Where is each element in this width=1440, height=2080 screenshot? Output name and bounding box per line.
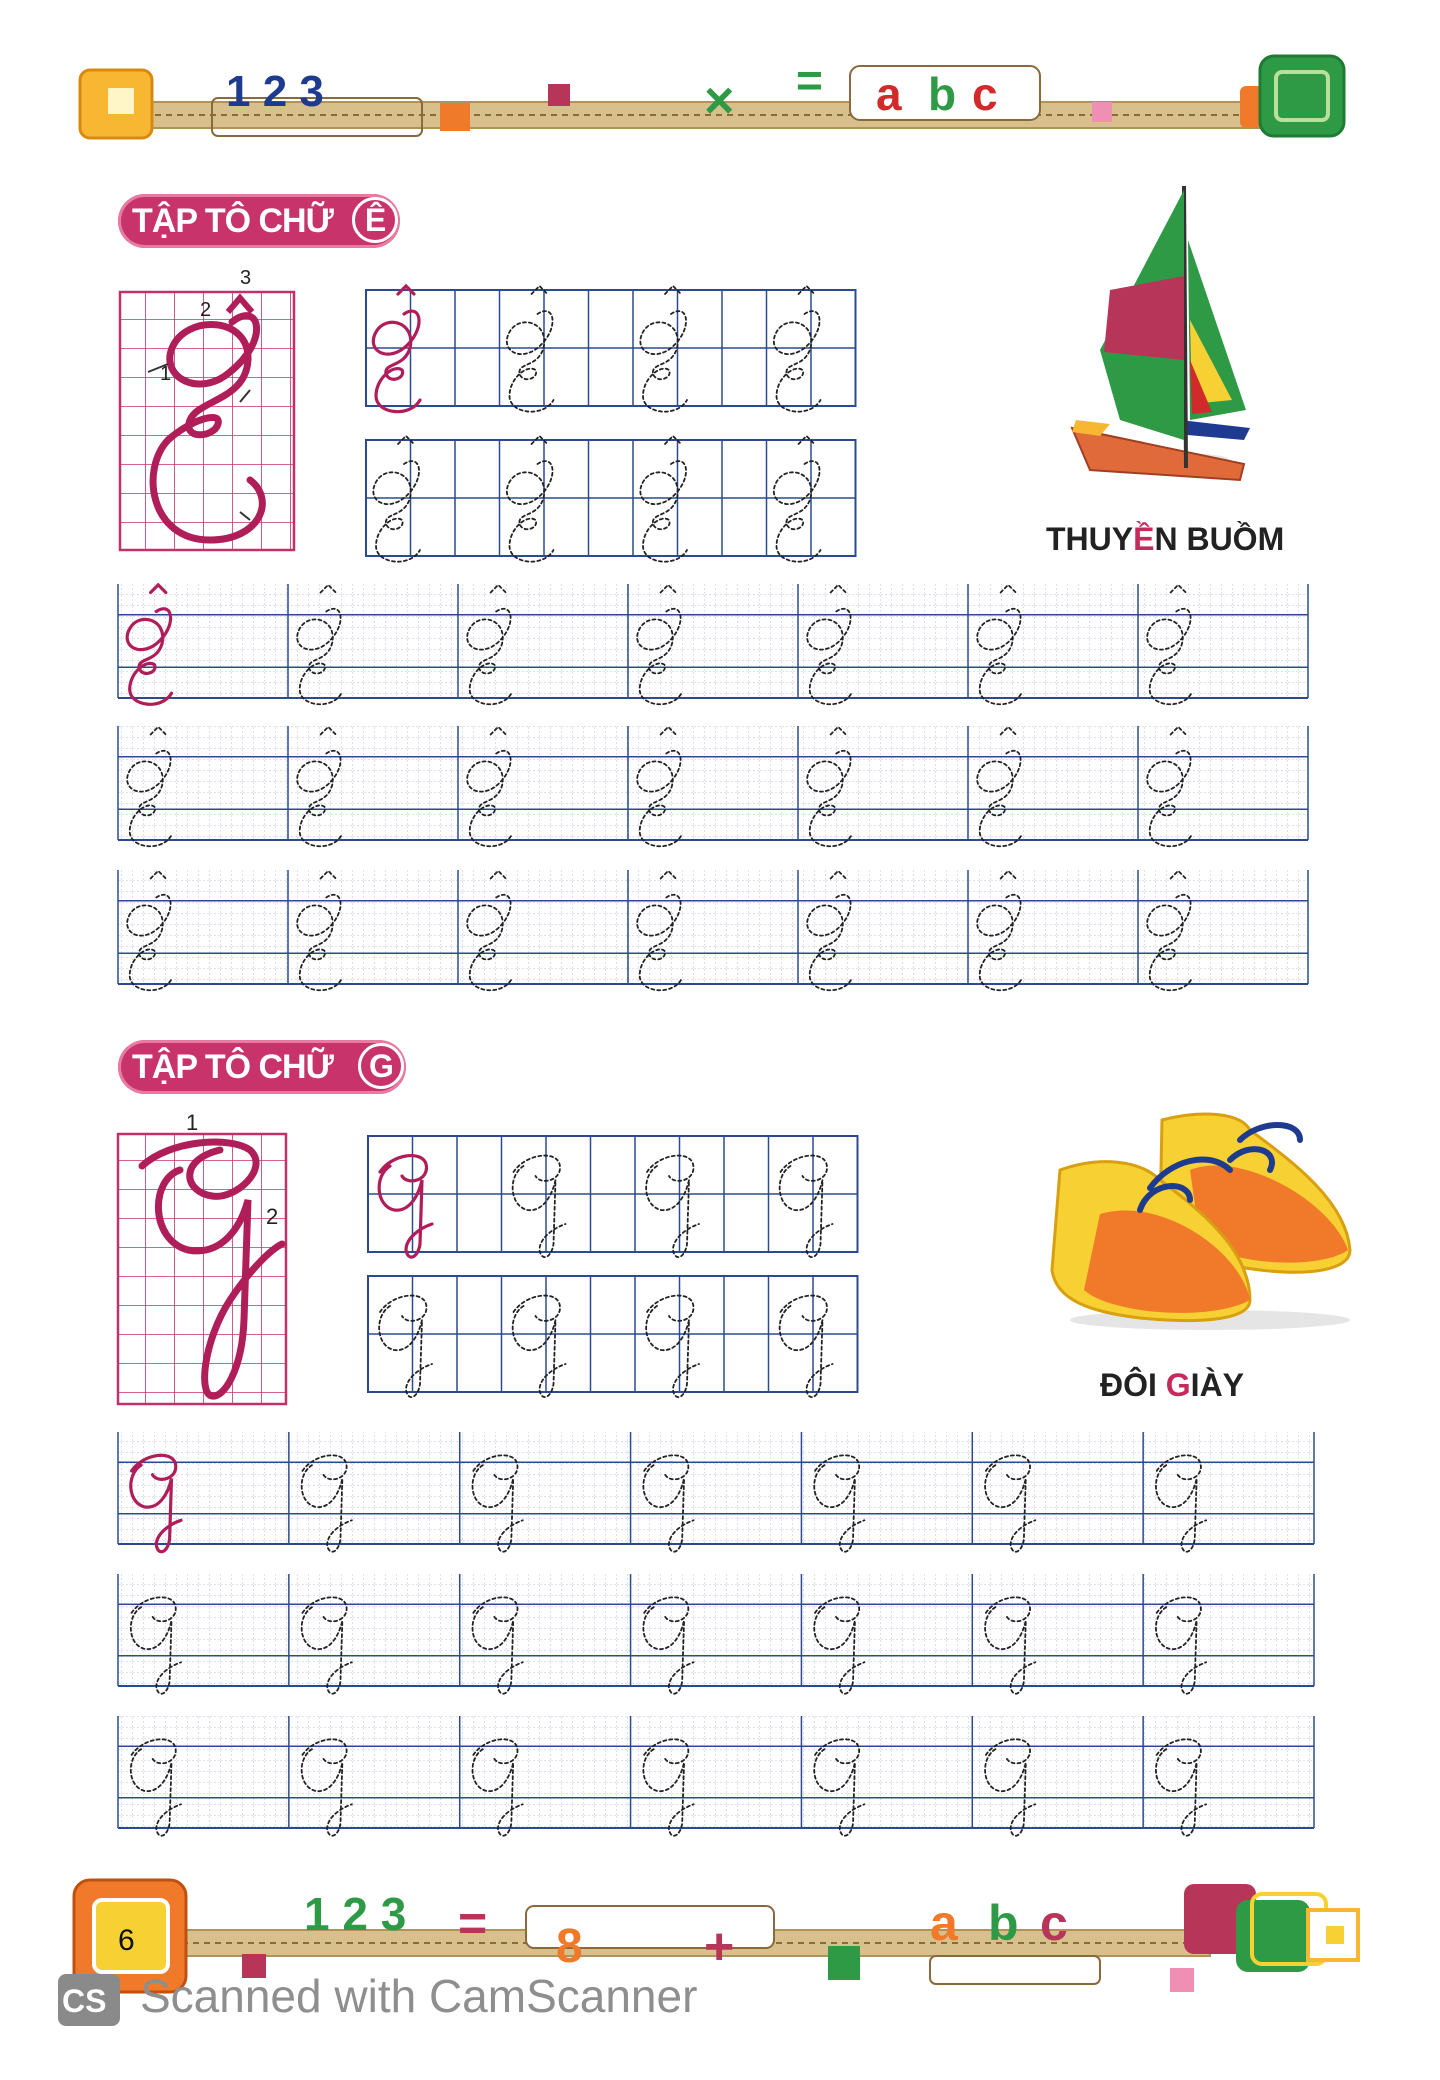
stroke-number-g-1: 1 bbox=[186, 1110, 199, 1135]
section-title-e bbox=[118, 194, 400, 248]
section-title-e-text: TẬP TÔ CHỮ bbox=[132, 202, 333, 240]
tracing-box-grid bbox=[366, 286, 856, 412]
tracing-row bbox=[118, 584, 1308, 704]
camscanner-logo bbox=[58, 1974, 120, 2026]
footer-letter-b: b bbox=[988, 1895, 1019, 1951]
caption-e-part2: N BUỒM bbox=[1154, 521, 1285, 557]
tracing-row bbox=[118, 726, 1308, 846]
caption-e-part1: THUY bbox=[1046, 521, 1134, 557]
model-grid-e bbox=[120, 292, 294, 550]
tracing-row bbox=[118, 1574, 1314, 1694]
header-times-sign: × bbox=[704, 72, 735, 130]
tracing-boxes-e bbox=[366, 286, 856, 562]
tracing-box-grid bbox=[368, 1276, 858, 1397]
stroke-number-e-1: 1 bbox=[160, 363, 172, 385]
page-number: 6 bbox=[118, 1924, 135, 1957]
footer-plus-sign: + bbox=[704, 1918, 735, 1976]
caption-e-highlight: Ề bbox=[1133, 521, 1155, 557]
footer-letter-c: c bbox=[1040, 1895, 1068, 1951]
section-letter-e: Ê bbox=[352, 197, 398, 243]
picture-caption-e bbox=[1046, 521, 1284, 557]
tracing-boxes-g bbox=[368, 1136, 858, 1397]
tracing-box-grid bbox=[366, 436, 856, 562]
header-letter-b: b bbox=[928, 68, 957, 120]
stroke-number-e-3: 3 bbox=[240, 267, 252, 289]
header-letter-a: a bbox=[876, 68, 902, 120]
caption-g-part2: IÀY bbox=[1190, 1367, 1245, 1403]
model-grid-g bbox=[118, 1134, 286, 1404]
picture-caption-g bbox=[1100, 1367, 1244, 1403]
tracing-row bbox=[118, 1432, 1314, 1552]
header-equals-sign: = bbox=[796, 54, 823, 106]
section-title-g-text: TẬP TÔ CHỮ bbox=[132, 1048, 333, 1086]
footer-result-number: 8 bbox=[556, 1920, 583, 1973]
stroke-number-g-2: 2 bbox=[266, 1204, 279, 1229]
shoes-icon bbox=[1052, 1114, 1350, 1330]
section-letter-g: G bbox=[358, 1043, 404, 1089]
caption-g-part1: ĐÔI bbox=[1100, 1367, 1166, 1403]
footer-numbers: 1 2 3 bbox=[304, 1888, 407, 1940]
tracing-row bbox=[118, 870, 1308, 990]
footer-equals-sign: = bbox=[458, 1895, 488, 1951]
svg-text:CS: CS bbox=[62, 1983, 107, 2019]
header-numbers: 1 2 3 bbox=[226, 67, 324, 116]
tracing-rows-e bbox=[118, 584, 1308, 990]
tracing-rows-g bbox=[118, 1432, 1314, 1836]
footer-letter-a: a bbox=[930, 1895, 958, 1951]
header-letter-c: c bbox=[972, 68, 998, 120]
stroke-number-e-2: 2 bbox=[200, 299, 212, 321]
section-title-g bbox=[118, 1040, 406, 1094]
caption-g-highlight: G bbox=[1165, 1367, 1191, 1403]
sailboat-icon bbox=[1072, 186, 1250, 480]
tracing-row bbox=[118, 1716, 1314, 1836]
tracing-box-grid bbox=[368, 1136, 858, 1257]
watermark-text: Scanned with CamScanner bbox=[140, 1970, 698, 2022]
